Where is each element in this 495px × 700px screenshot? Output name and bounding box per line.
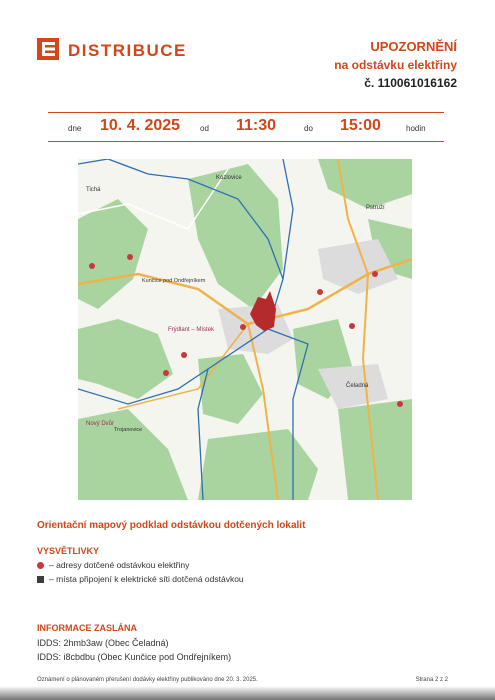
notice-title: UPOZORNĚNÍ <box>370 39 457 54</box>
legend-title: VYSVĚTLIVKY <box>37 546 100 556</box>
divider-bottom <box>48 141 444 142</box>
info-title: INFORMACE ZASLÁNA <box>37 623 137 633</box>
outage-date: 10. 4. 2025 <box>100 117 181 134</box>
red-dot-icon <box>37 562 44 569</box>
place-label: Kozlovice <box>216 175 242 181</box>
place-label: Čeladná <box>346 383 369 389</box>
from-label: od <box>200 124 209 133</box>
outage-map <box>78 159 412 500</box>
notice-subtitle: na odstávku elektřiny <box>334 58 457 72</box>
to-label: do <box>304 124 313 133</box>
unit-label: hodin <box>406 124 426 133</box>
address-marker-icon <box>89 263 95 269</box>
forest-area <box>338 399 412 500</box>
page-number: Strana 2 z 2 <box>415 677 448 683</box>
address-marker-icon <box>349 323 355 329</box>
place-label: Trojanovice <box>114 427 143 433</box>
legend-item-connections <box>37 574 244 584</box>
address-marker-icon <box>181 352 187 358</box>
address-marker-icon <box>127 254 133 260</box>
dark-square-icon <box>37 576 44 583</box>
address-marker-icon <box>397 401 403 407</box>
map-caption: Orientační mapový podklad odstávkou dotčených lokalit <box>37 520 306 531</box>
footer-note: Oznámení o plánovaném přerušení dodávky elektřiny publikováno dne 20. 3. 2025. <box>37 677 258 683</box>
address-marker-icon <box>240 324 246 330</box>
address-marker-icon <box>317 289 323 295</box>
place-label: Tichá <box>86 187 101 193</box>
legend-text-addresses: – adresy dotčené odstávkou elektřiny <box>49 560 190 570</box>
place-label: Nový Dvůr <box>86 421 115 427</box>
info-line: IDDS: i8cbdbu (Obec Kunčice pod Ondřejníkem) <box>37 652 232 662</box>
address-marker-icon <box>372 271 378 277</box>
cez-logo-icon <box>37 38 59 60</box>
info-line: IDDS: 2hmb3aw (Obec Čeladná) <box>37 638 169 648</box>
address-marker-icon <box>163 370 169 376</box>
place-label: Frýdlant – Místek <box>168 327 215 333</box>
notice-block <box>334 38 457 92</box>
brand-name: DISTRIBUCE <box>68 41 187 60</box>
to-time: 15:00 <box>340 117 381 134</box>
scan-edge <box>0 686 495 700</box>
divider-top <box>48 112 444 113</box>
date-label: dne <box>68 124 82 133</box>
notice-number: č. 110061016162 <box>364 76 457 90</box>
place-label: Kunčice pod Ondřejníkem <box>142 278 206 284</box>
legend-text-connections: – místa připojení k elektrické síti dotčená odstávkou <box>49 574 244 584</box>
place-label: Pstruží <box>366 205 385 211</box>
schedule-row <box>48 116 444 138</box>
legend-item-addresses <box>37 560 189 570</box>
from-time: 11:30 <box>236 117 277 134</box>
